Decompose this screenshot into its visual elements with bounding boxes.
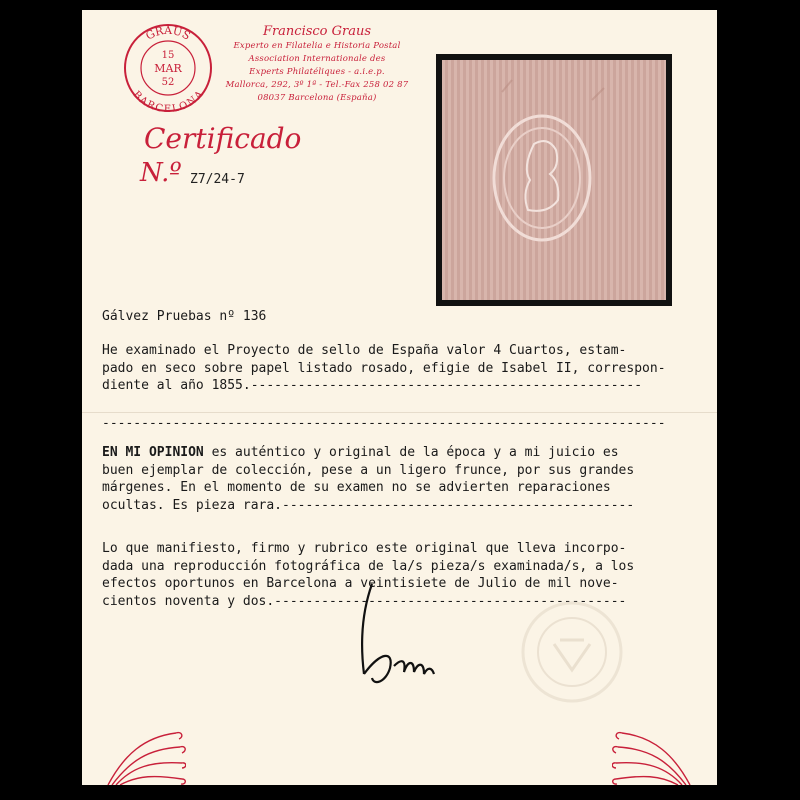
- catalog-reference: Gálvez Pruebas nº 136: [102, 309, 267, 324]
- corner-flourish-left: [104, 725, 186, 785]
- paragraph-line: efectos oportunos en Barcelona a veintisiete de Julio de mil nove-: [102, 576, 619, 591]
- letterhead: [202, 24, 432, 105]
- expert-name: Francisco Graus: [262, 24, 372, 39]
- certificate-number-label: N.º: [140, 158, 182, 188]
- paragraph-line: pado en seco sobre papel listado rosado, efigie de Isabel II, correspon-: [102, 360, 666, 376]
- certificate-title: Certificado: [144, 122, 302, 155]
- corner-flourish-right: [612, 725, 694, 785]
- stamp-proof-image: [442, 60, 666, 300]
- paragraph-line: He examinado el Proyecto de sello de España valor 4 Cuartos, estam-: [102, 343, 627, 358]
- date-seal-stamp: [122, 22, 214, 114]
- letterhead-line: 08037 Barcelona (España): [257, 93, 377, 103]
- handwritten-signature: [350, 582, 440, 702]
- stamp-photo: [436, 54, 672, 306]
- paragraph-line: diente al año 1855.--------------------------------------------------: [102, 378, 643, 393]
- paragraph-line: cientos noventa y dos.---------------------------------------------: [102, 593, 627, 609]
- certificate-page: [82, 10, 717, 785]
- certificate-number: Z7/24-7: [190, 172, 245, 187]
- letterhead-line: Association Internationale des: [248, 54, 386, 64]
- paragraph-line: Lo que manifiesto, firmo y rubrico este original que lleva incorpo-: [102, 541, 627, 556]
- paragraph-line: márgenes. En el momento de su examen no se advierten reparaciones: [102, 480, 611, 495]
- letterhead-line: Experts Philatéliques - a.i.e.p.: [249, 67, 385, 77]
- seal-day: 15: [161, 50, 175, 61]
- letterhead-line: Mallorca, 292, 3º 1ª - Tel.-Fax 258 02 87: [225, 80, 409, 90]
- paragraph-line: buen ejemplar de colección, pese a un ligero frunce, por sus grandes: [102, 462, 635, 478]
- fold-line: [82, 412, 717, 413]
- seal-year: 52: [161, 77, 175, 88]
- embossed-oval-effigy-icon: [442, 60, 666, 300]
- seal-month: MAR: [154, 62, 182, 75]
- dashed-divider: ------------------------------------------------------------------------: [102, 416, 666, 431]
- letterhead-line: Experto en Filatelia e Historia Postal: [233, 41, 401, 51]
- svg-text:BARCELONA: [130, 89, 206, 114]
- svg-text:GRAUS: [144, 24, 193, 43]
- paragraph-line: ocultas. Es pieza rara.---------------------------------------------: [102, 497, 635, 513]
- seal-top-text: GRAUS: [143, 23, 193, 43]
- paragraph-line: dada una reproducción fotográfica de la/s pieza/s examinada/s, a los: [102, 558, 635, 574]
- opinion-paragraph: [102, 444, 702, 514]
- paragraph-line: [102, 444, 702, 462]
- blind-emboss-seal: [520, 600, 624, 704]
- examination-paragraph: [102, 342, 702, 395]
- seal-bottom-text: BARCELONA: [130, 89, 206, 114]
- opinion-lead: EN MI OPINION: [102, 445, 204, 460]
- opinion-first-line: es auténtico y original de la época y a mi juicio es: [203, 445, 619, 460]
